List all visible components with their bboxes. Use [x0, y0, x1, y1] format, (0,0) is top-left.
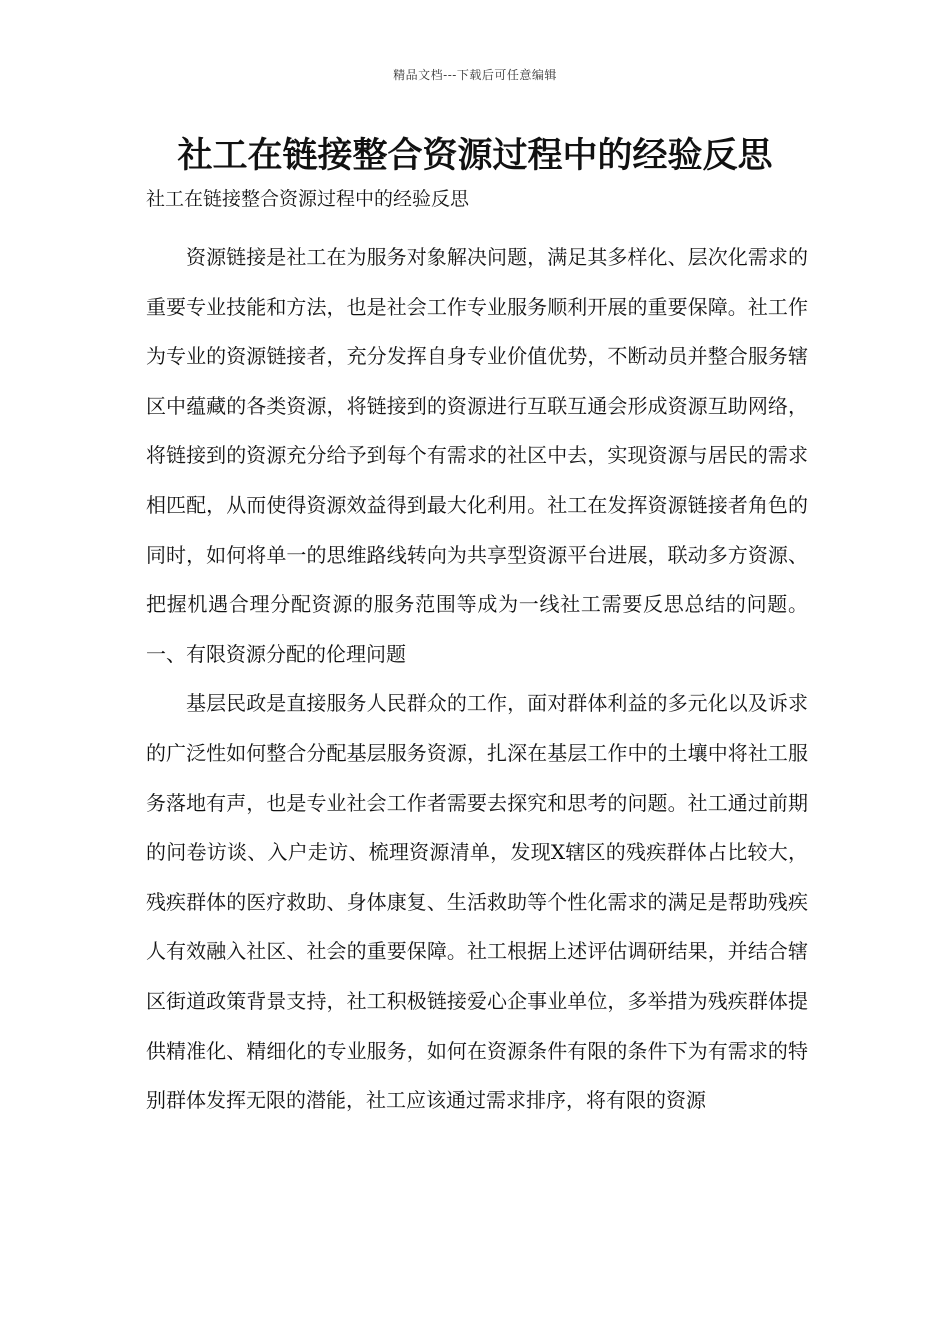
document-body — [146, 233, 808, 1126]
paragraph-2: 基层民政是直接服务人民群众的工作，面对群体利益的多元化以及诉求的广泛性如何整合分配基层服务资源，扎深在基层工作中的土壤中将社工服务落地有声，也是专业社会工作者需要去探究和思考的问题。社工通过前期的问卷访谈、入户走访、梳理资源清单，发现X辖区的残疾群体占比较大，残疾群体的医疗救助、身体康复、生活救助等个性化需求的满足是帮助残疾人有效融入社区、社会的重要保障。社工根据上述评估调研结果，并结合辖区街道政策背景支持，社工积极链接爱心企事业单位，多举措为残疾群体提供精准化、精细化的专业服务，如何在资源条件有限的条件下为有需求的特别群体发挥无限的潜能，社工应该通过需求排序，将有限的资源 — [146, 691, 808, 1113]
document-subtitle: 社工在链接整合资源过程中的经验反思 — [146, 188, 470, 210]
paragraph-1: 资源链接是社工在为服务对象解决问题，满足其多样化、层次化需求的重要专业技能和方法，也是社会工作专业服务顺利开展的重要保障。社工作为专业的资源链接者，充分发挥自身专业价值优势，不断动员并整合服务辖区中蕴藏的各类资源，将链接到的资源进行互联互通会形成资源互助网络，将链接到的资源充分给予到每个有需求的社区中去，实现资源与居民的需求相匹配，从而使得资源效益得到最大化利用。社工在发挥资源链接者角色的同时，如何将单一的思维路线转向为共享型资源平台进展，联动多方资源、把握机遇合理分配资源的服务范围等成为一线社工需要反思总结的问题。一、有限资源分配的伦理问题 — [146, 245, 808, 666]
document-title: 社工在链接整合资源过程中的经验反思 — [177, 136, 773, 176]
header-note: 精品文档---下载后可任意编辑 — [393, 68, 557, 82]
